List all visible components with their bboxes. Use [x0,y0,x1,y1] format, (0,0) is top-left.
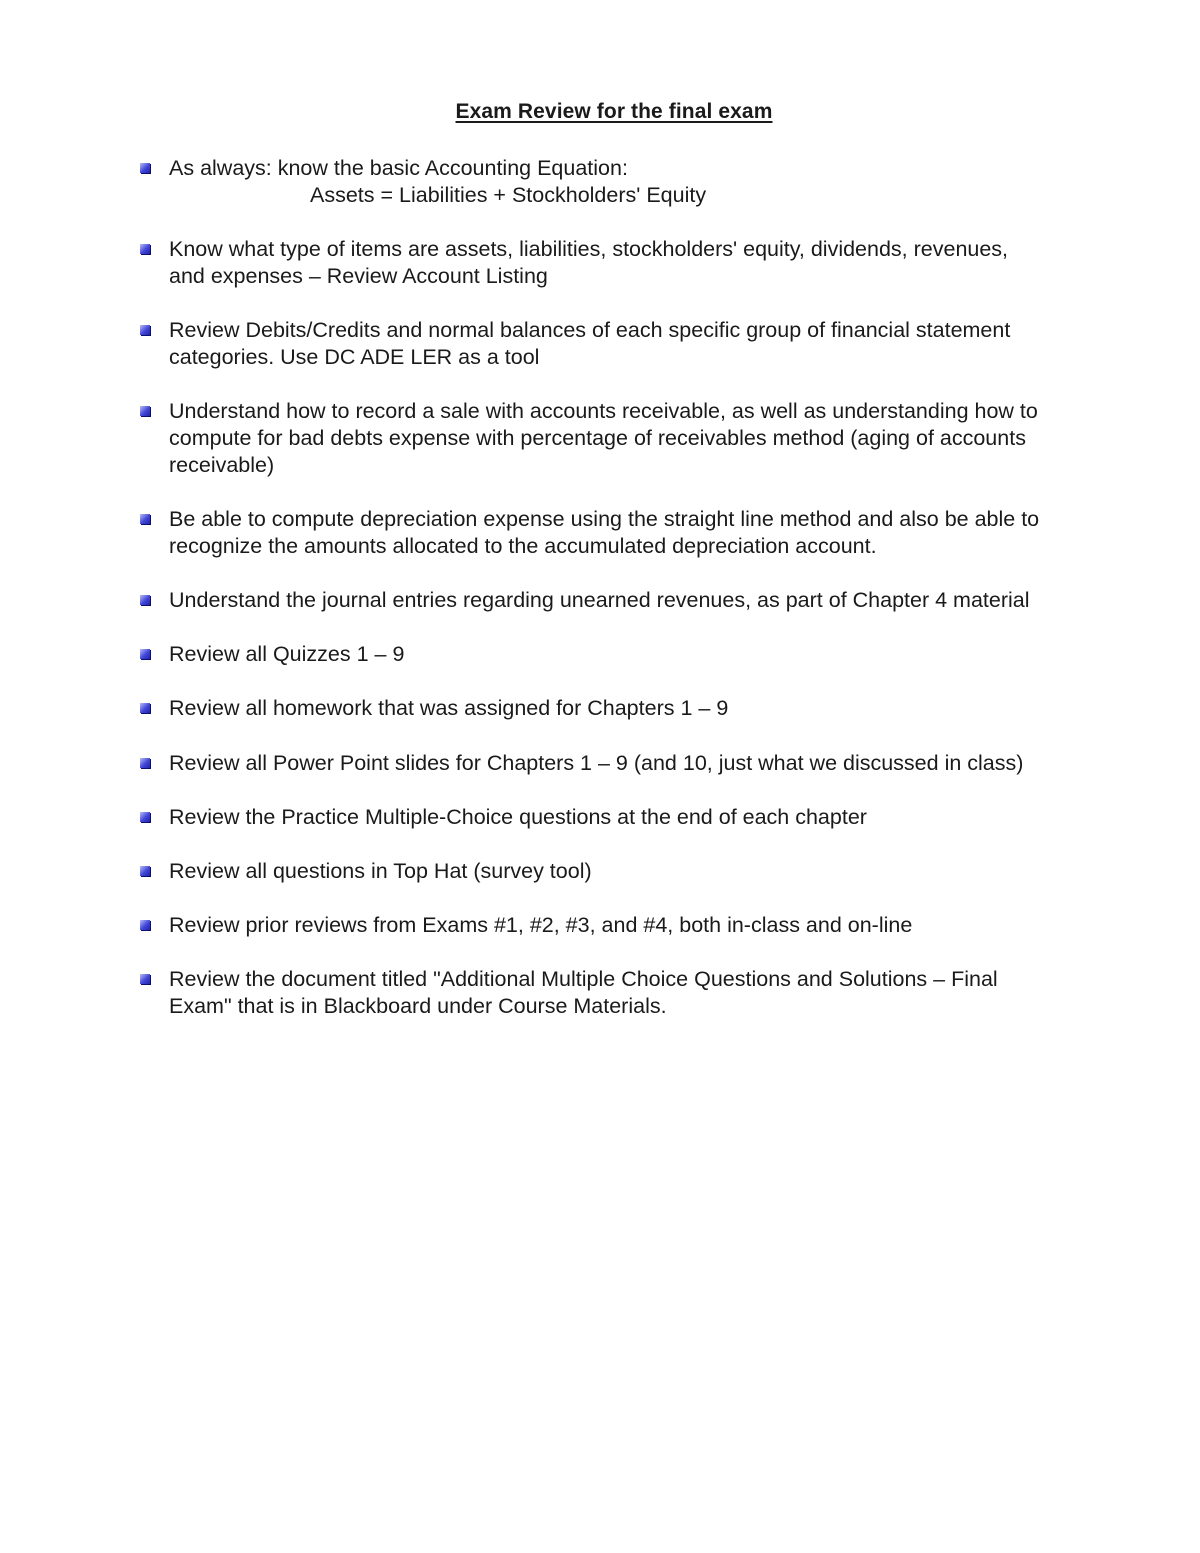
item-line: As always: know the basic Accounting Equation: [169,156,628,180]
item-line: Review the document titled "Additional Multiple Choice Questions and Solutions – Final [169,967,998,991]
item-line: compute for bad debts expense with percentage of receivables method (aging of accounts [169,426,1026,450]
item-line: Review all questions in Top Hat (survey tool) [169,859,592,883]
item-line: receivable) [169,453,275,477]
square-bullet-icon [140,758,150,768]
square-bullet-icon [140,649,150,659]
square-bullet-icon [140,244,150,254]
item-line: Review the Practice Multiple-Choice questions at the end of each chapter [169,805,867,829]
item-line: Understand the journal entries regarding unearned revenues, as part of Chapter 4 material [169,588,1030,612]
accounting-equation: Assets = Liabilities + Stockholders' Equity [310,183,707,207]
item-line: Understand how to record a sale with accounts receivable, as well as understanding how to [169,399,1038,423]
item-line: Review prior reviews from Exams #1, #2, #3, and #4, both in-class and on-line [169,913,913,937]
item-line: recognize the amounts allocated to the accumulated depreciation account. [169,534,877,558]
square-bullet-icon [140,406,150,416]
square-bullet-icon [140,812,150,822]
square-bullet-icon [140,163,150,173]
item-line: categories. Use DC ADE LER as a tool [169,345,540,369]
square-bullet-icon [140,325,150,335]
square-bullet-icon [140,703,150,713]
item-line: Review Debits/Credits and normal balances of each specific group of financial statement [169,318,1011,342]
item-line: Exam" that is in Blackboard under Course Materials. [169,994,667,1018]
item-line: Review all Quizzes 1 – 9 [169,642,405,666]
item-line: Be able to compute depreciation expense using the straight line method and also be able to [169,507,1040,531]
square-bullet-icon [140,514,150,524]
item-line: Review all homework that was assigned for Chapters 1 – 9 [169,696,729,720]
item-line: and expenses – Review Account Listing [169,264,548,288]
square-bullet-icon [140,866,150,876]
item-line: Review all Power Point slides for Chapters 1 – 9 (and 10, just what we discussed in class) [169,751,1024,775]
square-bullet-icon [140,920,150,930]
square-bullet-icon [140,974,150,984]
document-title: Exam Review for the final exam [455,100,773,123]
item-line: Know what type of items are assets, liabilities, stockholders' equity, dividends, revenues, [169,237,1009,261]
square-bullet-icon [140,595,150,605]
